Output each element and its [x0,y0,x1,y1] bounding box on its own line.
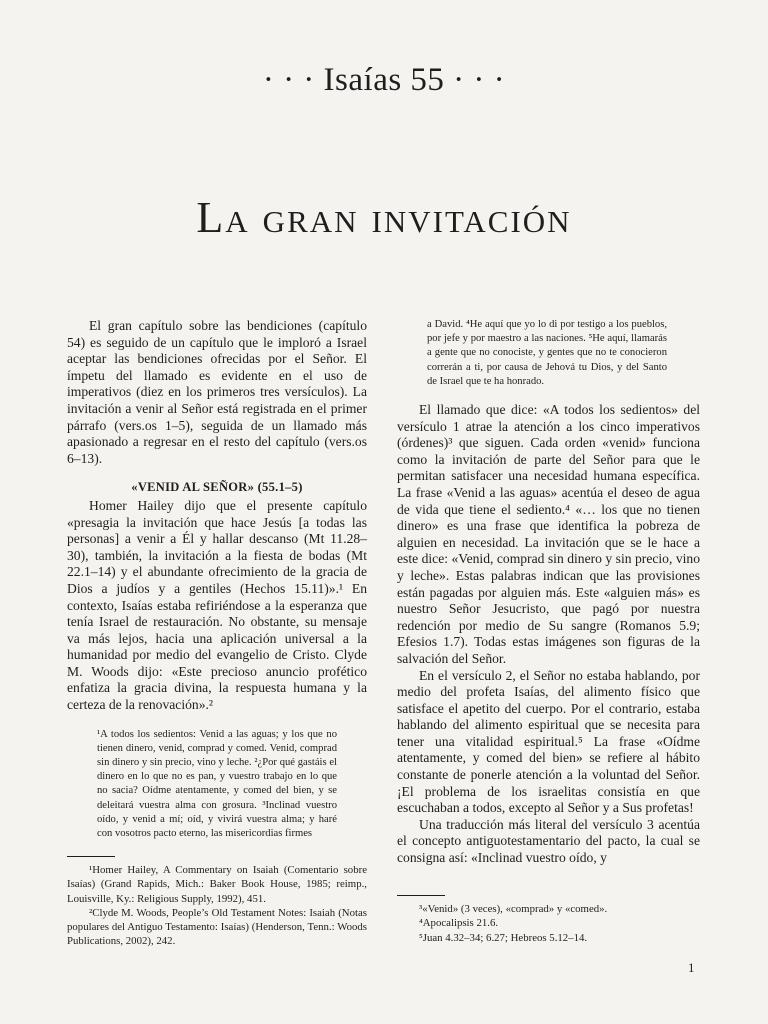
body-paragraph-3: Una traducción más literal del versículo 3 acentúa el concepto antiguotestamentario del pacto, la cual se consigna así: «Inclinad vuestro oído, y [397,816,700,866]
footnote-3: ³«Venid» (3 veces), «comprad» y «comed». [419,903,608,915]
body-paragraph-2: En el versículo 2, el Señor no estaba hablando, por medio del profeta Isaías, del alimento físico que satisface el apetito del cuerpo. Por el contrario, estaba hablando del alimento espiritual que se necesita para tener una vitalidad espiritual.⁵ La frase «Oídme atentamente, y comed del bien» se refiere al hábito constante de ponerle atención a la voluntad del Señor. ¡El problema de los israelitas consistía en que escuchaban a todos, excepto al Señor y a Sus profetas! [397,667,700,816]
footnote-1: ¹Homer Hailey, A Commentary on Isaiah (Comentario sobre Isaías) (Grand Rapids, Mich.: Baker Book House, 1985; reimp., Louisville, Ky.: Religious Supply, 1992), 451. [67,864,367,905]
body-paragraph-1: El llamado que dice: «A todos los sedientos» del versículo 1 atrae la atención a los cinco imperativos (órdenes)³ que siguen. Cada orden «venid» funciona como la invitación de parte del Señor para que le permitan satisfacer una necesidad humana específica. La frase «Venid a las aguas» acentúa el deseo de agua de vida que tiene el sediento.⁴ «… los que no tienen dinero» es una frase que identifica la pobreza de alguien en necesidad. La invitación que se le hace a este dice: «Venid, comprad sin dinero y sin precio, vino y leche». Estas palabras indican que las provisiones están pagadas por alguien más. Este «alguien más» es nuestro Señor Jesucristo, que pagó por nuestra redención por medio de Su sangre (Romanos 5.9; Efesios 1.7). Todas estas imágenes son figuras de la salvación del Señor. [397,402,700,666]
footnote-rule [67,856,115,857]
footnotes-right [397,895,700,945]
page-title: La gran invitación [196,193,572,242]
footnote-2: ²Clyde M. Woods, People’s Old Testament Notes: Isaiah (Notas populares del Antiguo Testamento: Isaías) (Henderson, Tenn.: Woods Publications, 2002), 242. [67,906,367,948]
scripture-quote-left: ¹A todos los sedientos: Venid a las aguas; y los que no tienen dinero, venid, comprad y comed. Venid, comprad sin dinero y sin precio, vino y leche. ²¿Por qué gastáis el dinero en lo que no es pan, y vuestro trabajo en lo que no sacia? Oídme atentamente, y comed del bien, y se deleitará vuestra alma con grosura. ³Inclinad vuestro oído, y venid a mí; oíd, y vivirá vuestra alma; y haré con vosotros pacto eterno, las misericordias firmes [97,728,337,840]
right-column [397,318,700,867]
chapter-heading: · · · Isaías 55 · · · [262,62,506,98]
intro-paragraph: El gran capítulo sobre las bendiciones (capítulo 54) es seguido de un capítulo que le imploró a Israel aceptar las bendiciones ofrecidas por el Señor. El ímpetu del llamado es evidente en el uso de imperativos (diez en los primeros tres versículos). La invitación a venir al Señor está registrada en el primer párrafo (vers.os 1–5), seguida de un llamado más apasionado a regresar en el resto del capítulo (vers.os 6–13). [67,318,367,466]
footnote-5: ⁵Juan 4.32–34; 6.27; Hebreos 5.12–14. [419,931,588,944]
body-paragraph: Homer Hailey dijo que el presente capítulo «presagia la invitación que hace Jesús [a todas las personas] a venir a Él y hallar descanso (Mt 11.28–30), también, la invitación a la fiesta de bodas (Mt 22.1–14) y el abundante ofrecimiento de la gracia de Dios a judíos y a gentiles (Hechos 15.11)».¹ En contexto, Isaías estaba refiriéndose a la esperanza que tenía Israel de restauración. No obstante, su mensaje va más lejos, hacia una aplicación universal a la humanidad por medio del evangelio de Cristo. Clyde M. Woods dijo: «Este precioso anuncio profético enfatiza la gracia divina, la respuesta humana y la certeza de la renovación».² [67,497,367,713]
footnote-rule [397,895,445,896]
left-column [67,318,367,841]
section-subheading: «VENID AL SEÑOR» (55.1–5) [131,480,303,495]
footnotes-left [67,856,367,949]
scripture-quote-right: a David. ⁴He aquí que yo lo di por testigo a los pueblos, por jefe y por maestro a las naciones. ⁵He aquí, llamarás a gente que no conociste, y gentes que no te conocieron correrán a ti, por causa de Jehová tu Dios, y del Santo de Israel que te ha honrado. [427,319,667,387]
page-number: 1 [688,960,695,975]
footnote-4: ⁴Apocalipsis 21.6. [419,917,499,930]
